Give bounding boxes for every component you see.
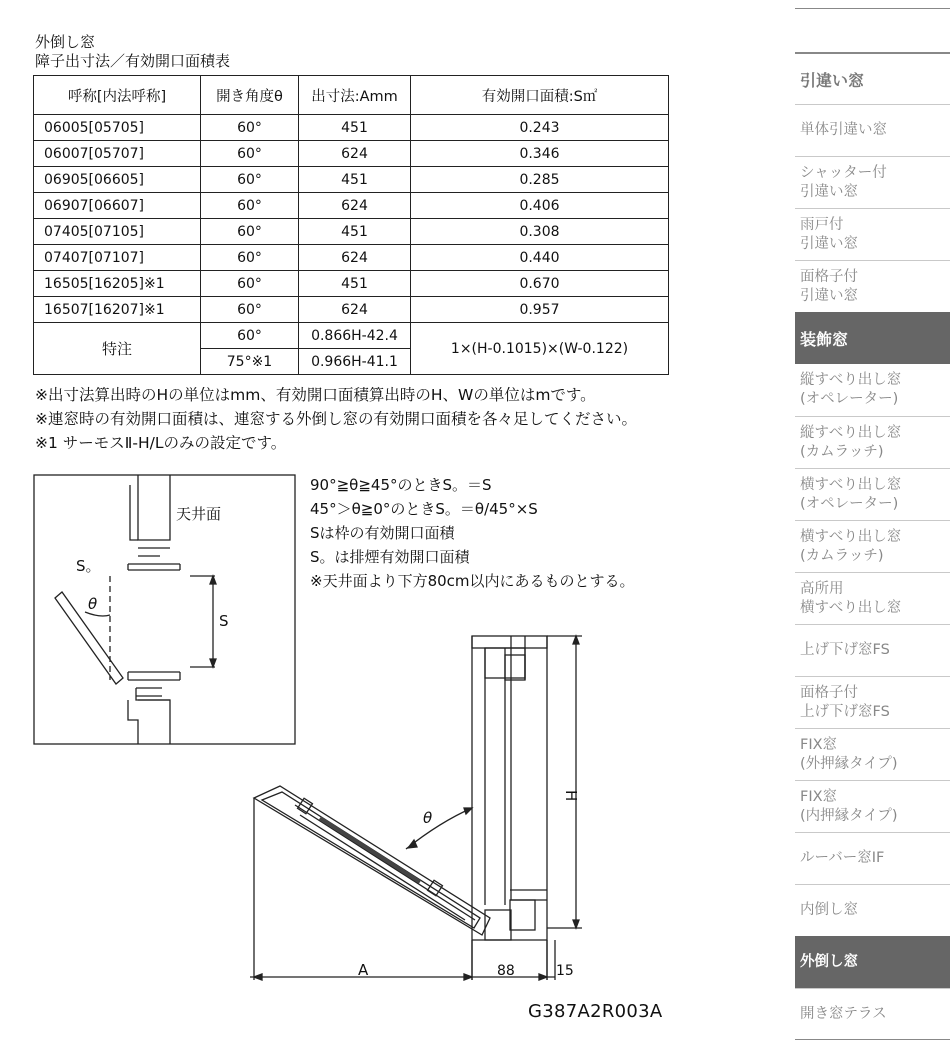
sidebar-item-louver-if[interactable]: ルーバー窓IF (795, 832, 950, 884)
theta-label-1: θ (88, 595, 98, 613)
formula-4: S。は排煙有効開口面積 (310, 548, 470, 566)
sidebar-heading-decorative[interactable]: 装飾窓 (795, 312, 950, 364)
table-row: 16507[16207]※1 60° 624 0.957 (34, 297, 669, 323)
col-header-name: 呼称[内法呼称] (34, 76, 201, 115)
special-angle-2: 75°※1 (201, 349, 299, 375)
table-row: 07405[07105] 60° 451 0.308 (34, 219, 669, 245)
table-row: 16505[16205]※1 60° 451 0.670 (34, 271, 669, 297)
note-2: ※連窓時の有効開口面積は、連窓する外倒し窓の有効開口面積を各々足してください。 (35, 410, 637, 428)
sidebar-item-grille-single-hung-fs[interactable]: 面格子付 上げ下げ窓FS (795, 676, 950, 728)
page-title: 外倒し窓 (35, 33, 96, 51)
sidebar-item-inward-tilt[interactable]: 内倒し窓 (795, 884, 950, 936)
table-title: 障子出寸法／有効開口面積表 (35, 52, 231, 70)
sidebar-item-horizontal-slide-operator[interactable]: 横すべり出し窓 (オペレーター) (795, 468, 950, 520)
sidebar-nav (795, 0, 950, 1046)
special-label: 特注 (34, 323, 201, 375)
dim-88-label: 88 (497, 963, 515, 979)
sidebar-bottom-divider (795, 1039, 950, 1040)
formula-5: ※天井面より下方80cm以内にあるものとする。 (310, 572, 635, 590)
sidebar-item-horizontal-slide-camlatch[interactable]: 横すべり出し窓 (カムラッチ) (795, 520, 950, 572)
formula-3: Sは枠の有効開口面積 (310, 524, 455, 542)
note-1: ※出寸法算出時のHの単位はmm、有効開口面積算出時のH、Wの単位はmです。 (35, 386, 596, 404)
diagram-1-frame (34, 475, 295, 744)
a-label: A (358, 961, 369, 979)
drawing-code: G387A2R003A (528, 1001, 663, 1022)
col-header-angle: 開き角度θ (201, 76, 299, 115)
note-3: ※1 サーモスⅡ-H/Lのみの設定です。 (35, 434, 287, 452)
formula-2: 45°＞θ≧0°のときS。＝θ/45°×S (310, 500, 538, 518)
special-dim-1: 0.866H-42.4 (299, 323, 411, 349)
table-row: 07407[07107] 60° 624 0.440 (34, 245, 669, 271)
sidebar-item-casement-terrace[interactable]: 開き窓テラス (795, 988, 950, 1039)
sidebar-top-divider (795, 0, 950, 9)
sidebar-item-outward-tilt[interactable]: 外倒し窓 (795, 936, 950, 988)
dim-15-label: 15 (556, 963, 574, 979)
h-label: H (562, 790, 580, 802)
special-dim-2: 0.966H-41.1 (299, 349, 411, 375)
table-row: 06005[05705] 60° 451 0.243 (34, 115, 669, 141)
sidebar-item-vertical-slide-camlatch[interactable]: 縦すべり出し窓 (カムラッチ) (795, 416, 950, 468)
sidebar-item-high-horizontal-slide[interactable]: 高所用 横すべり出し窓 (795, 572, 950, 624)
s-label: S (219, 612, 229, 630)
sidebar-item-shutter-sliding[interactable]: シャッター付 引違い窓 (795, 156, 950, 208)
so-label: S。 (76, 557, 101, 575)
sidebar-item-grille-sliding[interactable]: 面格子付 引違い窓 (795, 260, 950, 312)
table-row: 06907[06607] 60° 624 0.406 (34, 193, 669, 219)
sidebar-item-vertical-slide-operator[interactable]: 縦すべり出し窓 (オペレーター) (800, 372, 902, 407)
sidebar-heading-hikichigai[interactable]: 引違い窓 (795, 52, 950, 104)
sidebar-item-amado-sliding[interactable]: 雨戸付 引違い窓 (795, 208, 950, 260)
table-row: 06905[06605] 60° 451 0.285 (34, 167, 669, 193)
special-angle-1: 60° (201, 323, 299, 349)
sidebar-item-single-hung-fs[interactable]: 上げ下げ窓FS (795, 624, 950, 676)
theta-label-2: θ (423, 809, 433, 827)
sidebar-item-fix-outer[interactable]: FIX窓 (外押縁タイプ) (795, 728, 950, 780)
sidebar-item-single-sliding[interactable]: 単体引違い窓 (795, 104, 950, 156)
col-header-dim: 出寸法:Amm (299, 76, 411, 115)
ceiling-wall (138, 475, 170, 540)
special-area: 1×(H-0.1015)×(W-0.122) (411, 323, 669, 375)
formula-1: 90°≧θ≧45°のときS。＝S (310, 476, 492, 494)
table-row: 06007[05707] 60° 624 0.346 (34, 141, 669, 167)
ceiling-label: 天井面 (176, 505, 222, 523)
col-header-area: 有効開口面積:S㎡ (411, 76, 669, 115)
sidebar-item-fix-inner[interactable]: FIX窓 (内押縁タイプ) (795, 780, 950, 832)
